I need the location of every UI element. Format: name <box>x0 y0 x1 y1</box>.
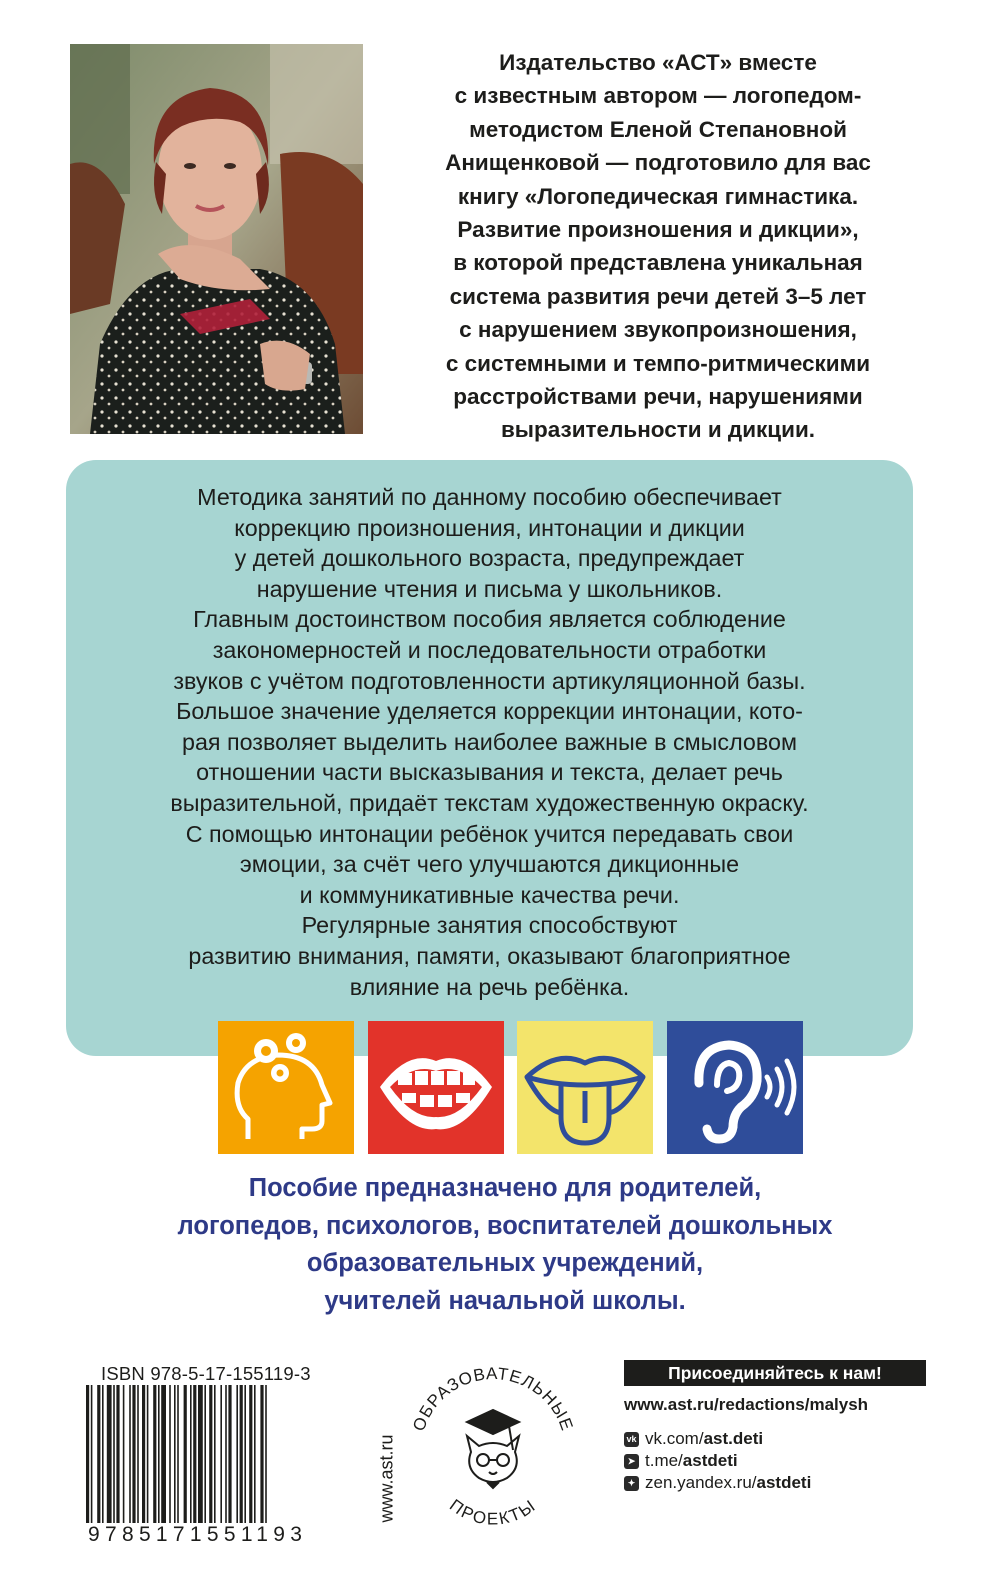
barcode-bar <box>132 1385 135 1537</box>
audience-line: образовательных учреждений, <box>306 1249 704 1277</box>
barcode-bar <box>254 1385 256 1537</box>
intro-line: Анищенковой — подготовило для вас <box>445 150 871 176</box>
author-photo <box>70 44 363 434</box>
barcode-bar <box>169 1385 171 1537</box>
description-line: Большое значение уделяется коррекции интонации, кото- <box>176 698 803 725</box>
description-line: развитию внимания, памяти, оказывают благоприятное <box>188 942 791 969</box>
barcode <box>84 1385 336 1537</box>
barcode-bar <box>97 1385 100 1537</box>
barcode-bar <box>123 1385 125 1537</box>
description-line: Главным достоинством пособия является соблюдение <box>193 606 786 633</box>
barcode-bar <box>158 1385 160 1537</box>
cat-scholar-icon <box>467 1410 519 1488</box>
website-vertical: www.ast.ru <box>376 1434 397 1523</box>
head-gears-icon <box>218 1021 354 1154</box>
vk-icon: vk <box>624 1432 639 1447</box>
vk-handle: ast.deti <box>703 1429 764 1448</box>
audience-line: учителей начальной школы. <box>324 1286 686 1315</box>
description-line: влияние на речь ребёнка. <box>349 973 630 1000</box>
seal-top-text: ОБРАЗОВАТЕЛЬНЫЕ <box>409 1364 577 1434</box>
telegram-link[interactable] <box>624 1451 738 1471</box>
intro-line: в которой представлена уникальная <box>453 250 863 276</box>
barcode-bar <box>153 1385 156 1537</box>
zen-handle: astdeti <box>756 1473 812 1492</box>
audience-statement <box>70 1170 940 1320</box>
join-us-banner: Присоединяйтесь к нам! <box>624 1360 926 1386</box>
telegram-handle: astdeti <box>682 1451 738 1470</box>
barcode-bar <box>184 1385 187 1537</box>
description-line: Методика занятий по данному пособию обеспечивает <box>197 484 782 510</box>
barcode-bar <box>116 1385 119 1537</box>
telegram-icon: ➤ <box>624 1454 639 1469</box>
audience-line: Пособие предназначено для родителей, <box>248 1174 762 1202</box>
seal-bottom-text: ПРОЕКТЫ <box>446 1495 540 1529</box>
barcode-bar <box>113 1385 115 1537</box>
series-seal <box>393 1360 593 1560</box>
intro-line: выразительности и дикции. <box>500 417 816 443</box>
intro-paragraph <box>378 46 938 447</box>
barcode-bar <box>174 1385 176 1537</box>
description-text <box>66 482 913 1002</box>
barcode-bar <box>220 1385 222 1537</box>
barcode-bar <box>228 1385 231 1537</box>
barcode-bar <box>86 1385 89 1537</box>
barcode-bar <box>161 1385 166 1537</box>
barcode-bar <box>209 1385 212 1537</box>
intro-line: Издательство «АСТ» вместе <box>499 50 817 75</box>
isbn-label: ISBN 978-5-17-155119-3 <box>101 1363 311 1384</box>
intro-line: Развитие произношения и дикции», <box>457 217 859 243</box>
barcode-bar <box>249 1385 252 1537</box>
zen-prefix: zen.yandex.ru/ <box>645 1473 757 1492</box>
vk-prefix: vk.com/ <box>645 1429 704 1448</box>
description-line: выразительной, придаёт текстам художественную окраску. <box>170 789 809 816</box>
barcode-bar <box>236 1385 238 1537</box>
vk-link[interactable] <box>624 1429 763 1449</box>
description-line: у детей дошкольного возраста, предупреждает <box>234 545 745 572</box>
barcode-bar <box>214 1385 216 1537</box>
description-line: нарушение чтения и письма у школьников. <box>256 575 723 602</box>
barcode-bar <box>193 1385 196 1537</box>
barcode-bar <box>137 1385 139 1537</box>
description-line: отношении части высказывания и текста, делает речь <box>196 759 783 786</box>
description-line: эмоции, за счёт чего улучшаются дикционные <box>239 851 740 878</box>
intro-line: расстройствами речи, нарушениями <box>453 384 863 410</box>
barcode-bar <box>177 1385 179 1537</box>
barcode-bar <box>91 1385 93 1537</box>
barcode-bar <box>198 1385 203 1537</box>
description-line: рая позволяет выделить наиболее важные в смысловом <box>182 728 797 755</box>
audience-line: логопедов, психологов, воспитателей дошкольных <box>177 1211 833 1240</box>
mouth-teeth-icon <box>368 1021 504 1154</box>
description-line: и коммуникативные качества речи. <box>299 881 680 908</box>
barcode-bar <box>147 1385 149 1537</box>
intro-line: с известным автором — логопедом- <box>454 83 862 109</box>
barcode-bar <box>225 1385 227 1537</box>
zen-icon: ✦ <box>624 1476 639 1491</box>
intro-line: с системными и темпо-ритмическими <box>445 350 871 376</box>
description-line: Регулярные занятия способствуют <box>301 912 678 939</box>
intro-line: с нарушением звукопроизношения, <box>459 317 857 343</box>
barcode-bar <box>129 1385 131 1537</box>
description-line: звуков с учётом подготовленности артикуляционной базы. <box>173 667 806 694</box>
barcode-bar <box>142 1385 145 1537</box>
tongue-icon <box>517 1021 653 1154</box>
telegram-prefix: t.me/ <box>645 1451 683 1470</box>
description-line: С помощью интонации ребёнок учится передавать свои <box>185 820 794 847</box>
barcode-bar <box>244 1385 246 1537</box>
barcode-bar <box>107 1385 112 1537</box>
intro-line: система развития речи детей 3–5 лет <box>449 283 867 309</box>
svg-text:ПРОЕКТЫ <box>446 1496 540 1529</box>
barcode-digits: 9785171551193 <box>84 1523 340 1547</box>
intro-line: методистом Еленой Степановной <box>469 116 847 142</box>
zen-link[interactable] <box>624 1473 811 1493</box>
description-line: коррекцию произношения, интонации и дикции <box>234 514 745 541</box>
publisher-url[interactable]: www.ast.ru/redactions/malysh <box>624 1395 869 1414</box>
barcode-bar <box>260 1385 263 1537</box>
barcode-bar <box>240 1385 243 1537</box>
barcode-bar <box>190 1385 192 1537</box>
ear-sound-icon <box>667 1021 803 1154</box>
barcode-bar <box>265 1385 267 1537</box>
barcode-bar <box>204 1385 206 1537</box>
barcode-bar <box>102 1385 104 1537</box>
intro-line: книгу «Логопедическая гимнастика. <box>457 183 859 209</box>
description-line: закономерностей и последовательности отработки <box>212 636 767 663</box>
